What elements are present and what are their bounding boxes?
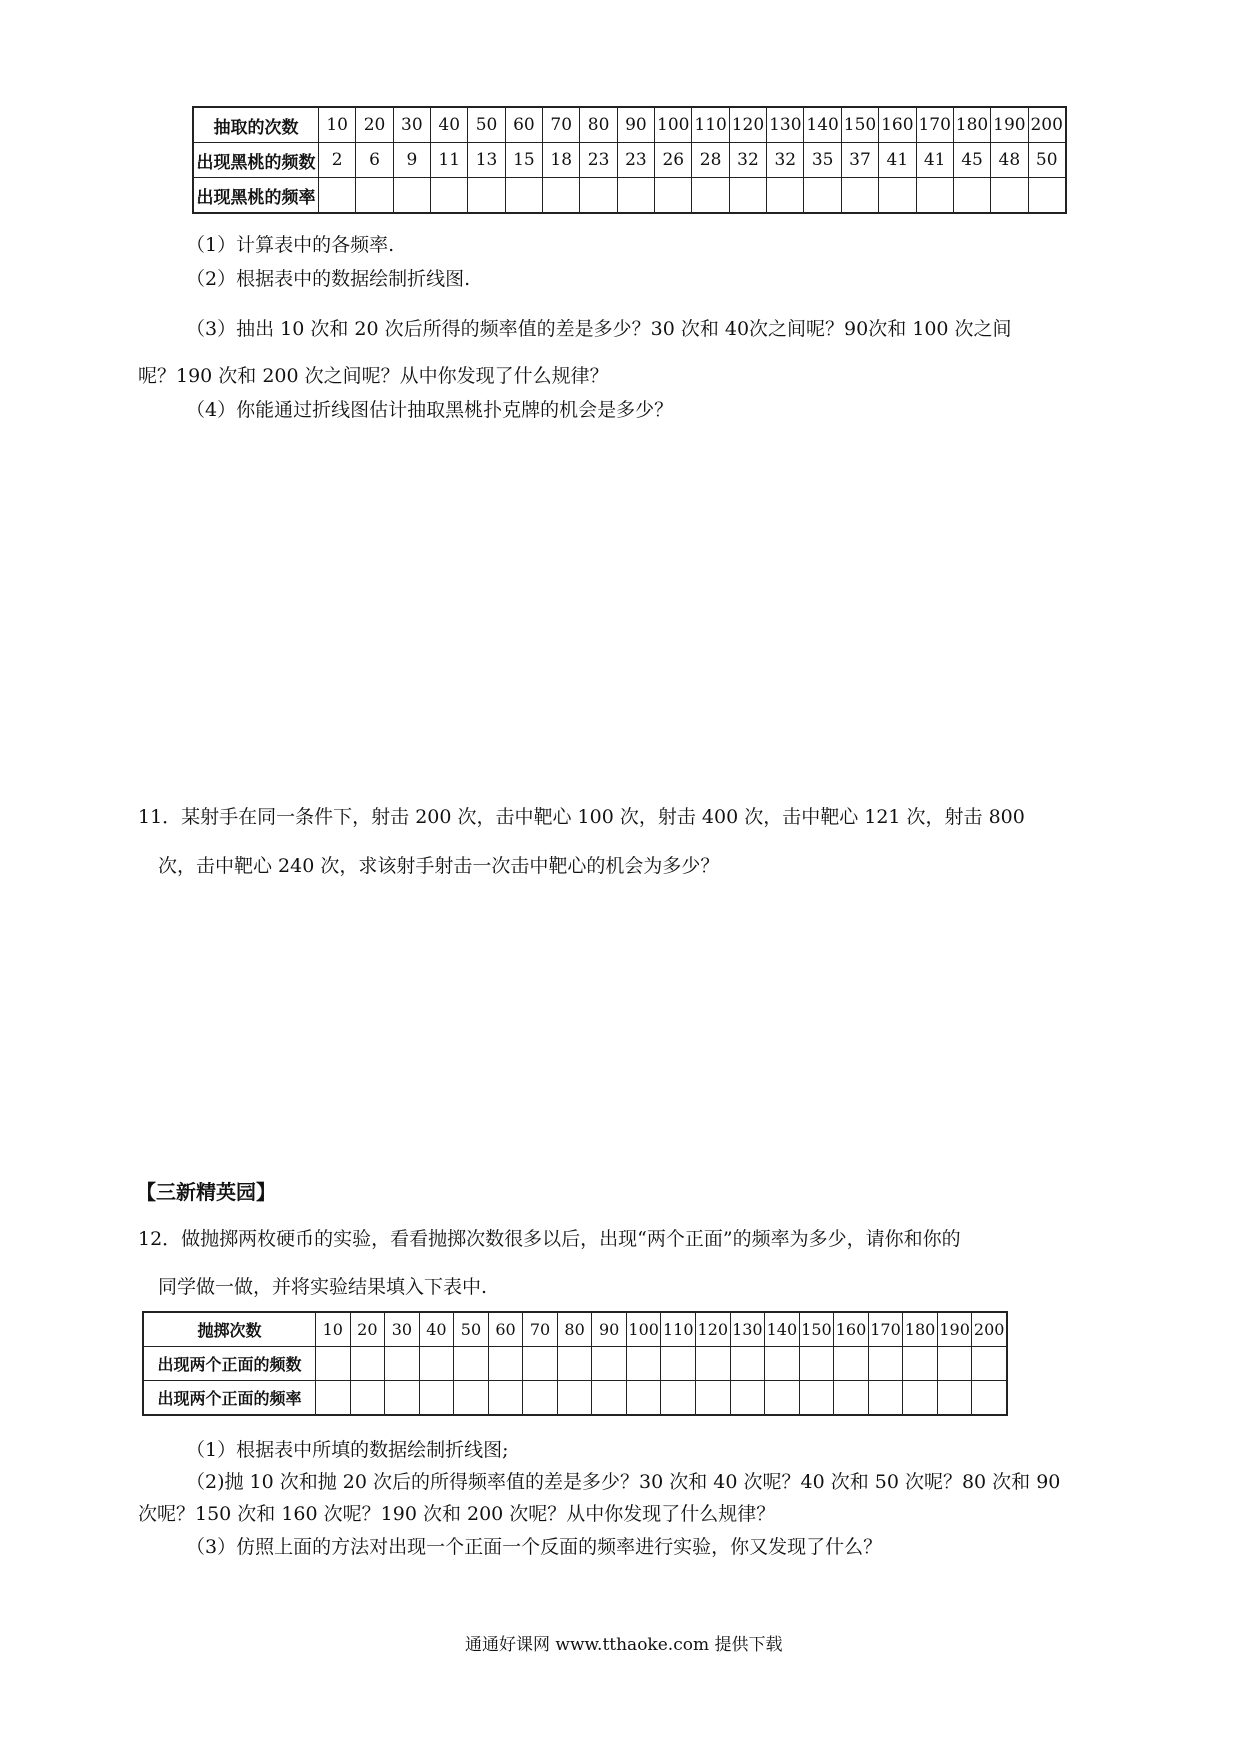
table-cell: 50 xyxy=(1028,143,1065,178)
spades-frequency-table xyxy=(193,107,1066,213)
blank-cell xyxy=(730,1381,765,1415)
blank-cell xyxy=(804,178,841,213)
table-cell: 160 xyxy=(834,1313,869,1347)
blank-cell xyxy=(592,1347,627,1381)
table-cell: 50 xyxy=(468,108,505,143)
blank-cell xyxy=(626,1347,661,1381)
blank-cell xyxy=(1028,178,1065,213)
table-row xyxy=(144,1381,1007,1415)
blank-cell xyxy=(661,1381,696,1415)
blank-cell xyxy=(696,1381,731,1415)
table-cell: 140 xyxy=(804,108,841,143)
blank-cell xyxy=(488,1347,523,1381)
table-cell: 70 xyxy=(523,1313,558,1347)
q12-part2-line2: 次呢？150 次和 160 次呢？190 次和 200 次呢？从中你发现了什么规律？ xyxy=(138,1503,776,1525)
blank-cell xyxy=(903,1347,938,1381)
table-row xyxy=(194,178,1066,213)
two-heads-table xyxy=(143,1312,1007,1415)
blank-cell xyxy=(557,1347,592,1381)
table-cell: 140 xyxy=(765,1313,800,1347)
table-cell: 200 xyxy=(1028,108,1065,143)
row-header: 出现黑桃的频率 xyxy=(194,178,319,213)
blank-cell xyxy=(765,1381,800,1415)
table-cell: 130 xyxy=(767,108,804,143)
blank-cell xyxy=(419,1347,454,1381)
blank-cell xyxy=(937,1381,972,1415)
table-cell: 50 xyxy=(454,1313,489,1347)
table-cell: 15 xyxy=(505,143,542,178)
table-cell: 23 xyxy=(580,143,617,178)
table-cell: 190 xyxy=(991,108,1028,143)
blank-cell xyxy=(385,1381,420,1415)
blank-cell xyxy=(972,1347,1007,1381)
table-cell: 23 xyxy=(617,143,654,178)
blank-cell xyxy=(903,1381,938,1415)
table-cell: 90 xyxy=(617,108,654,143)
table-cell: 150 xyxy=(799,1313,834,1347)
q10-part4: （4）你能通过折线图估计抽取黑桃扑克牌的机会是多少？ xyxy=(186,399,674,421)
table-row xyxy=(144,1313,1007,1347)
blank-cell xyxy=(692,178,729,213)
blank-cell xyxy=(799,1347,834,1381)
row-header: 出现两个正面的频数 xyxy=(144,1347,316,1381)
table-cell: 170 xyxy=(916,108,953,143)
table-cell: 100 xyxy=(626,1313,661,1347)
blank-cell xyxy=(523,1347,558,1381)
q12-line1: 12．做抛掷两枚硬币的实验，看看抛掷次数很多以后，出现“两个正面”的频率为多少，请你和你的 xyxy=(138,1228,961,1250)
table-cell: 20 xyxy=(350,1313,385,1347)
table-row xyxy=(194,108,1066,143)
table-cell: 28 xyxy=(692,143,729,178)
blank-cell xyxy=(350,1381,385,1415)
table-cell: 37 xyxy=(841,143,878,178)
q10-part3-line2: 呢？190 次和 200 次之间呢？从中你发现了什么规律？ xyxy=(138,365,609,387)
table-cell: 170 xyxy=(868,1313,903,1347)
blank-cell xyxy=(505,178,542,213)
table-cell: 40 xyxy=(419,1313,454,1347)
table-cell: 9 xyxy=(393,143,430,178)
blank-cell xyxy=(841,178,878,213)
table-cell: 11 xyxy=(431,143,468,178)
blank-cell xyxy=(350,1347,385,1381)
blank-cell xyxy=(385,1347,420,1381)
blank-cell xyxy=(834,1347,869,1381)
q12-part1: （1）根据表中所填的数据绘制折线图; xyxy=(186,1439,509,1461)
blank-cell xyxy=(868,1381,903,1415)
q12-part2-line1: （2)抛 10 次和抛 20 次后的所得频率值的差是多少？30 次和 40 次呢？40 次和 50 次呢？80 次和 90 xyxy=(186,1471,1061,1493)
section-title: 【三新精英园】 xyxy=(136,1180,276,1204)
table-cell: 32 xyxy=(767,143,804,178)
table-cell: 150 xyxy=(841,108,878,143)
table-cell: 120 xyxy=(729,108,766,143)
row-header: 出现黑桃的频数 xyxy=(194,143,319,178)
table-cell: 32 xyxy=(729,143,766,178)
table-cell: 13 xyxy=(468,143,505,178)
table-row xyxy=(194,143,1066,178)
table-cell: 41 xyxy=(879,143,916,178)
table-cell: 35 xyxy=(804,143,841,178)
table-cell: 200 xyxy=(972,1313,1007,1347)
blank-cell xyxy=(991,178,1028,213)
blank-cell xyxy=(557,1381,592,1415)
table-cell: 48 xyxy=(991,143,1028,178)
blank-cell xyxy=(454,1347,489,1381)
table-cell: 60 xyxy=(488,1313,523,1347)
blank-cell xyxy=(468,178,505,213)
table-cell: 60 xyxy=(505,108,542,143)
q11-line1: 11．某射手在同一条件下，射击 200 次，击中靶心 100 次，射击 400 次，击中靶心 121 次，射击 800 xyxy=(138,806,1025,828)
table-cell: 18 xyxy=(543,143,580,178)
blank-cell xyxy=(834,1381,869,1415)
blank-cell xyxy=(655,178,692,213)
table-cell: 10 xyxy=(319,108,356,143)
row-header: 抛掷次数 xyxy=(144,1313,316,1347)
blank-cell xyxy=(431,178,468,213)
blank-cell xyxy=(626,1381,661,1415)
blank-cell xyxy=(316,1347,351,1381)
blank-cell xyxy=(879,178,916,213)
table-cell: 130 xyxy=(730,1313,765,1347)
table-cell: 120 xyxy=(696,1313,731,1347)
blank-cell xyxy=(916,178,953,213)
table-cell: 90 xyxy=(592,1313,627,1347)
row-header: 抽取的次数 xyxy=(194,108,319,143)
blank-cell xyxy=(523,1381,558,1415)
table-cell: 70 xyxy=(543,108,580,143)
table-row xyxy=(144,1347,1007,1381)
blank-cell xyxy=(765,1347,800,1381)
table-cell: 80 xyxy=(580,108,617,143)
q11-line2: 次，击中靶心 240 次，求该射手射击一次击中靶心的机会为多少？ xyxy=(158,855,720,877)
blank-cell xyxy=(454,1381,489,1415)
footer-text: 通通好课网 www.tthaoke.com 提供下载 xyxy=(465,1635,783,1655)
blank-cell xyxy=(393,178,430,213)
blank-cell xyxy=(319,178,356,213)
table-cell: 30 xyxy=(385,1313,420,1347)
table-cell: 45 xyxy=(953,143,990,178)
blank-cell xyxy=(972,1381,1007,1415)
blank-cell xyxy=(730,1347,765,1381)
row-header: 出现两个正面的频率 xyxy=(144,1381,316,1415)
blank-cell xyxy=(696,1347,731,1381)
table-cell: 30 xyxy=(393,108,430,143)
blank-cell xyxy=(419,1381,454,1415)
blank-cell xyxy=(592,1381,627,1415)
q10-part3-line1: （3）抽出 10 次和 20 次后所得的频率值的差是多少？30 次和 40次之间呢？90次和 100 次之间 xyxy=(186,318,1012,340)
blank-cell xyxy=(488,1381,523,1415)
table-cell: 20 xyxy=(356,108,393,143)
table-cell: 190 xyxy=(937,1313,972,1347)
table-cell: 160 xyxy=(879,108,916,143)
table-cell: 10 xyxy=(316,1313,351,1347)
blank-cell xyxy=(767,178,804,213)
table-cell: 40 xyxy=(431,108,468,143)
blank-cell xyxy=(316,1381,351,1415)
blank-cell xyxy=(953,178,990,213)
q12-line2: 同学做一做，并将实验结果填入下表中. xyxy=(158,1276,488,1298)
blank-cell xyxy=(543,178,580,213)
table-cell: 110 xyxy=(661,1313,696,1347)
table-cell: 2 xyxy=(319,143,356,178)
table-cell: 6 xyxy=(356,143,393,178)
blank-cell xyxy=(617,178,654,213)
blank-cell xyxy=(580,178,617,213)
table-cell: 80 xyxy=(557,1313,592,1347)
blank-cell xyxy=(729,178,766,213)
table-cell: 180 xyxy=(903,1313,938,1347)
table-cell: 110 xyxy=(692,108,729,143)
blank-cell xyxy=(661,1347,696,1381)
table-cell: 180 xyxy=(953,108,990,143)
blank-cell xyxy=(937,1347,972,1381)
q10-part2: （2）根据表中的数据绘制折线图. xyxy=(186,268,471,290)
blank-cell xyxy=(799,1381,834,1415)
table-cell: 41 xyxy=(916,143,953,178)
table-cell: 26 xyxy=(655,143,692,178)
blank-cell xyxy=(868,1347,903,1381)
q12-part3: （3）仿照上面的方法对出现一个正面一个反面的频率进行实验，你又发现了什么？ xyxy=(186,1536,883,1558)
q10-part1: （1）计算表中的各频率. xyxy=(186,234,395,256)
blank-cell xyxy=(356,178,393,213)
table-cell: 100 xyxy=(655,108,692,143)
